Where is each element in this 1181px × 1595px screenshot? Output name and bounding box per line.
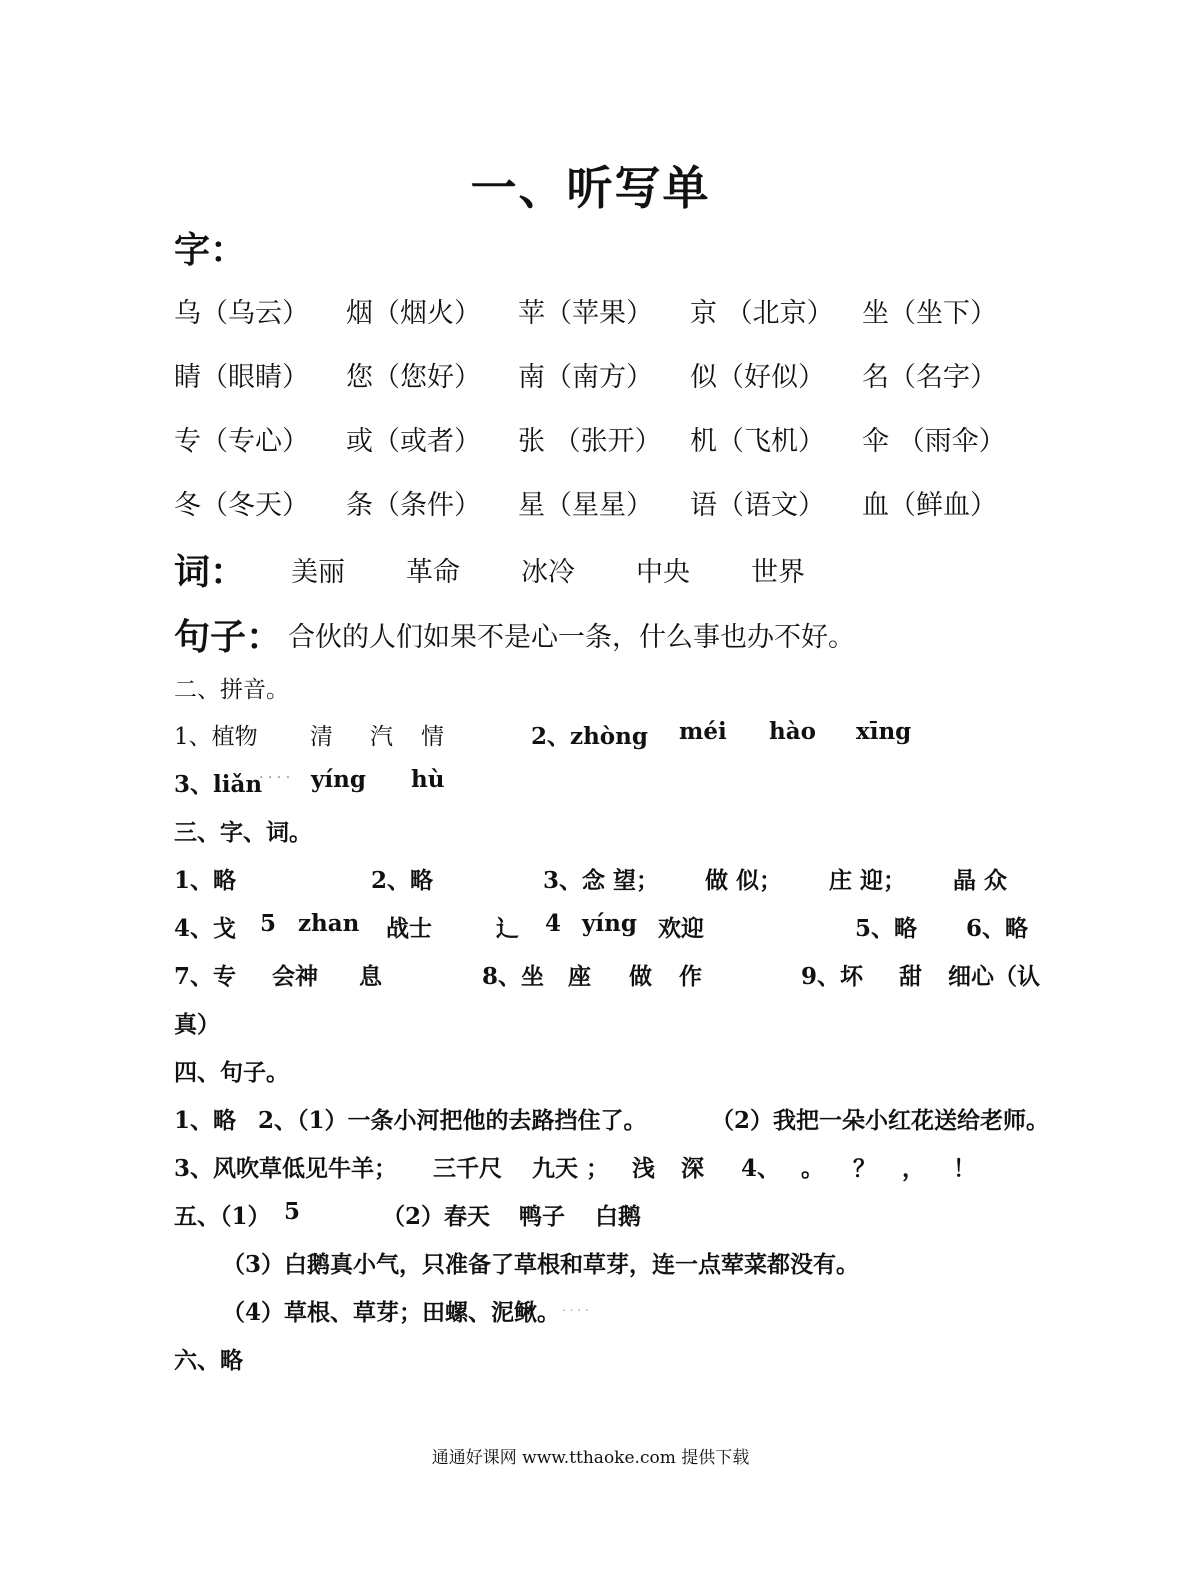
answer-text: 8、坐: [482, 963, 545, 990]
ci-heading: 词：: [174, 551, 247, 593]
answer-text: xīng: [856, 718, 912, 745]
answer-text: 。: [801, 1155, 824, 1182]
word-item: 冰冷: [521, 557, 575, 588]
answer-text: ？: [853, 1155, 876, 1182]
answer-text: 3、liǎn: [174, 771, 263, 798]
juzi-heading: 句子：: [174, 616, 283, 658]
answer-text: 欢迎: [658, 915, 704, 942]
char-item: 血（鲜血）: [862, 490, 997, 521]
answer-text: 3、风吹草低见牛羊；: [174, 1155, 398, 1182]
answer-text: 座: [568, 963, 591, 990]
answer-text: （3）白鹅真小气，只准备了草根和草芽，连一点荤菜都没有。: [222, 1251, 860, 1278]
char-item: 星（星星）: [518, 490, 653, 521]
answer-text: 战士: [386, 915, 432, 942]
answer-text: 深: [681, 1155, 704, 1182]
char-item: 南（南方）: [518, 362, 653, 393]
answer-text: 汽: [370, 724, 393, 750]
char-item: 专（专心）: [174, 426, 309, 457]
answer-text: （2）我把一朵小红花送给老师。: [711, 1107, 1050, 1134]
answer-text: 做: [629, 963, 652, 990]
answer-text: （4）草根、草芽；田螺、泥鳅。: [222, 1299, 561, 1326]
answer-text: méi: [679, 718, 727, 745]
answer-text: 庄 迎；: [829, 867, 907, 894]
answer-text: 辶: [496, 915, 519, 942]
char-item: 张 （张开）: [518, 426, 662, 457]
char-item: 冬（冬天）: [174, 490, 309, 521]
answer-text: 1、略: [174, 867, 237, 894]
char-item: 睛（眼睛）: [174, 362, 309, 393]
answer-text: 晶 众: [953, 867, 1008, 894]
answer-text: 作: [679, 963, 702, 990]
char-item: 京 （北京）: [690, 298, 834, 329]
answer-text: 2、略: [371, 867, 434, 894]
word-item: 中央: [636, 557, 690, 588]
answer-text: 9、坏: [801, 963, 864, 990]
answer-text: hào: [769, 718, 816, 745]
word-item: 美丽: [291, 557, 345, 588]
answer-text: 3、念 望；: [543, 867, 660, 894]
char-item: 伞 （雨伞）: [862, 426, 1006, 457]
answer-text: 5、略: [855, 915, 918, 942]
answer-text: 五、（1）: [174, 1203, 271, 1230]
answer-text: 会神: [272, 963, 318, 990]
answer-text: 1、略: [174, 1107, 237, 1134]
answer-text: ，: [902, 1155, 925, 1182]
answer-text: （2）春天: [382, 1203, 491, 1230]
answer-text: 九天 ；: [532, 1155, 610, 1182]
answer-text: 5: [284, 1198, 301, 1225]
char-item: 乌（乌云）: [174, 298, 309, 329]
answer-text: 6、略: [966, 915, 1029, 942]
answer-text: 5: [260, 910, 277, 937]
answer-text: hù: [411, 766, 445, 793]
answer-text: 2、（1）一条小河把他的去路挡住了。: [258, 1107, 647, 1134]
page-footer: 通通好课网 www.tthaoke.com 提供下载: [431, 1448, 750, 1468]
answer-text: 4、戈: [174, 915, 237, 942]
answer-text: zhan: [298, 910, 360, 937]
answer-text: 4、: [741, 1155, 781, 1182]
answer-text: yíng: [582, 910, 637, 937]
page-title: 一、听写单: [470, 161, 711, 215]
answer-text: 做 似；: [705, 867, 783, 894]
answer-text: 1、植物: [174, 724, 258, 750]
answer-dots: . . . .: [562, 1300, 589, 1314]
answer-text: 清: [310, 724, 333, 750]
char-item: 或（或者）: [346, 426, 481, 457]
char-item: 名（名字）: [862, 362, 997, 393]
char-item: 条（条件）: [346, 490, 481, 521]
answer-text: 4: [545, 910, 562, 937]
answer-text: yíng: [311, 766, 366, 793]
dictation-sentence: 合伙的人们如果不是心一条，什么事也办不好。: [288, 622, 855, 653]
char-item: 烟（烟火）: [346, 298, 481, 329]
char-item: 您（您好）: [346, 362, 481, 393]
answer-text: 白鹅: [595, 1203, 641, 1230]
char-item: 机（飞机）: [690, 426, 825, 457]
char-item: 语（语文）: [690, 490, 825, 521]
answer-text: 情: [421, 724, 444, 750]
answer-text: 细心（认: [948, 963, 1040, 990]
char-item: 似（好似）: [690, 362, 825, 393]
zi-heading: 字：: [174, 229, 247, 271]
section-juzi-title: 四、句子。: [174, 1059, 289, 1086]
answer-text: 甜: [899, 963, 922, 990]
answer-dots: . . . .: [259, 766, 291, 782]
answer-text: 浅: [632, 1155, 655, 1182]
word-item: 革命: [406, 557, 460, 588]
char-item: 坐（坐下）: [862, 298, 997, 329]
answer-text: 真）: [174, 1011, 220, 1038]
section-zici-title: 三、字、词。: [174, 819, 312, 846]
section-pinyin-title: 二、拼音。: [174, 677, 289, 703]
answer-text: 2、zhòng: [531, 723, 648, 750]
answer-text: 7、专: [174, 963, 237, 990]
answer-text: 六、略: [174, 1347, 243, 1374]
answer-text: 息: [359, 963, 382, 990]
answer-text: 三千尺: [433, 1155, 502, 1182]
answer-text: ！: [953, 1155, 976, 1182]
answer-text: 鸭子: [519, 1203, 565, 1230]
char-item: 苹（苹果）: [518, 298, 653, 329]
word-item: 世界: [751, 557, 805, 588]
